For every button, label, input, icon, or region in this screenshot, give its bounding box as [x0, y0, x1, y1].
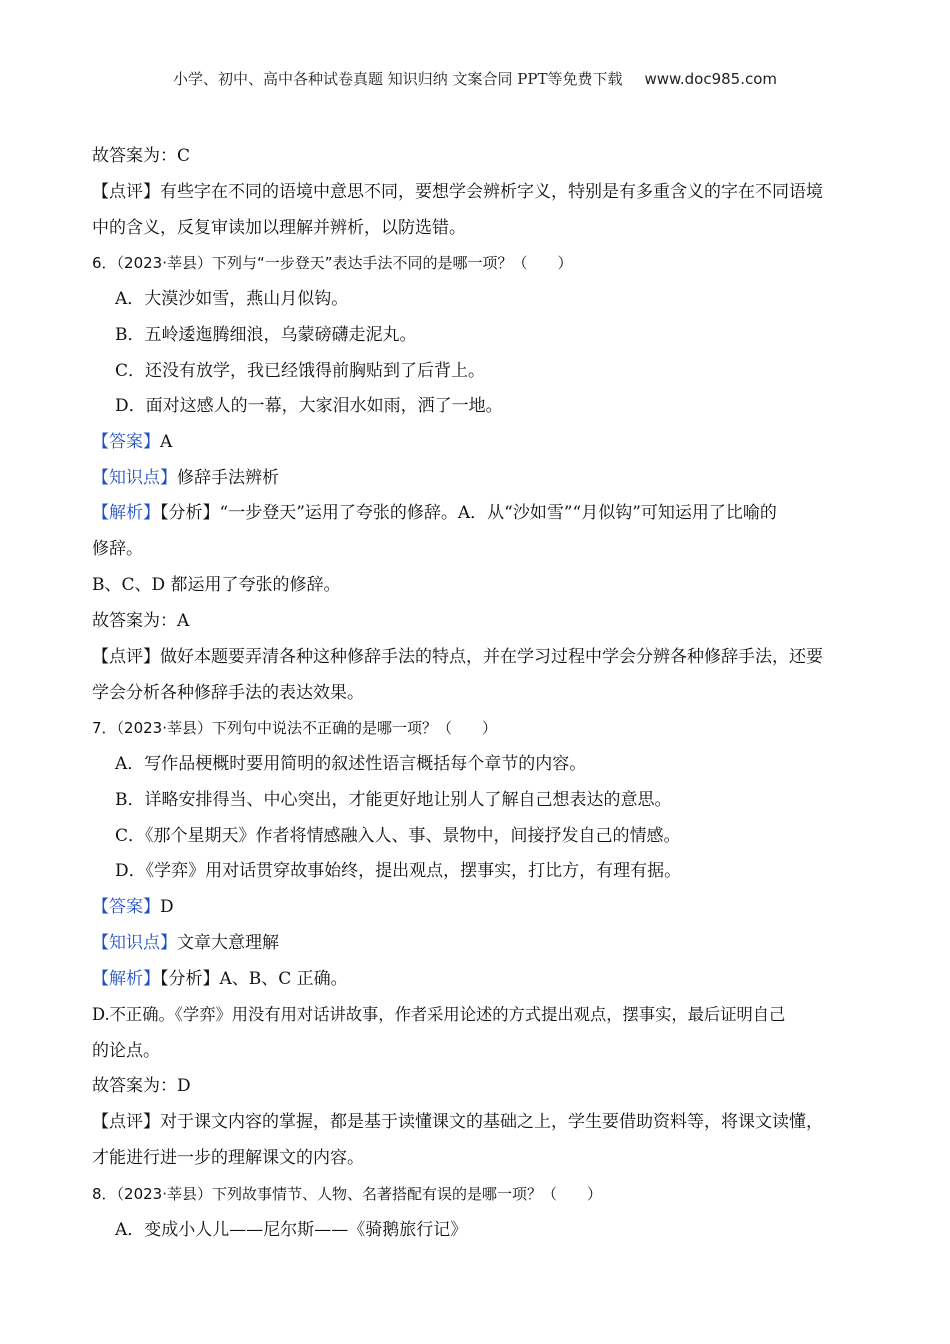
page-header [0, 68, 950, 89]
q7-comment: 【点评】对于课文内容的掌握，都是基于读懂课文的基础之上，学生要借助资料等，将课文读懂， [92, 1112, 823, 1132]
q6-answer: 【答案】A [92, 432, 173, 452]
q6-analysis-cont2: B、C、D 都运用了夸张的修辞。 [92, 575, 341, 595]
q8-question: 8．（2023·莘县）下列故事情节、人物、名著搭配有误的是哪一项？（ ） [92, 1185, 602, 1203]
knowledge-label: 【知识点】 [92, 468, 177, 488]
knowledge-label: 【知识点】 [92, 933, 177, 953]
analysis-label: 【解析】 [92, 503, 160, 523]
q6-question: 6．（2023·莘县）下列与“一步登天”表达手法不同的是哪一项？（ ） [92, 254, 573, 272]
q6-analysis-cont: 修辞。 [92, 539, 143, 559]
comment-label: 【点评】 [92, 647, 160, 667]
comment-label: 【点评】 [92, 1112, 160, 1132]
q7-question: 7．（2023·莘县）下列句中说法不正确的是哪一项？（ ） [92, 719, 497, 737]
q7-knowledge: 【知识点】文章大意理解 [92, 933, 279, 953]
q6-comment-cont: 学会分析各种修辞手法的表达效果。 [92, 683, 364, 703]
header-text: 小学、初中、高中各种试卷真题 知识归纳 文案合同 PPT等免费下载 [172, 70, 623, 88]
q8-option-a: A．变成小人儿——尼尔斯——《骑鹅旅行记》 [115, 1220, 468, 1240]
q7-comment-cont: 才能进行进一步的理解课文的内容。 [92, 1148, 364, 1168]
prev-final-answer: 故答案为：C [92, 146, 191, 166]
answer-label: 【答案】 [92, 432, 160, 452]
q6-option-c: C．还没有放学，我已经饿得前胸贴到了后背上。 [115, 361, 486, 381]
q7-option-a: A．写作品梗概时要用简明的叙述性语言概括每个章节的内容。 [115, 754, 587, 774]
q6-comment: 【点评】做好本题要弄清各种这种修辞手法的特点，并在学习过程中学会分辨各种修辞手法，还要 [92, 647, 823, 667]
q6-final-answer: 故答案为：A [92, 611, 190, 631]
prev-comment: 【点评】有些字在不同的语境中意思不同，要想学会辨析字义，特别是有多重含义的字在不同语境 [92, 182, 823, 202]
q7-option-c: C．《那个星期天》作者将情感融入人、事、景物中，间接抒发自己的情感。 [115, 826, 681, 846]
q7-answer: 【答案】D [92, 897, 174, 917]
q7-analysis: 【解析】【分析】A、B、C 正确。 [92, 969, 348, 989]
q7-option-b: B．详略安排得当、中心突出，才能更好地让别人了解自己想表达的意思。 [115, 790, 672, 810]
prev-comment-cont: 中的含义，反复审读加以理解并辨析，以防选错。 [92, 218, 466, 238]
analysis-label: 【解析】 [92, 969, 160, 989]
q6-option-b: B．五岭逶迤腾细浪，乌蒙磅礴走泥丸。 [115, 325, 417, 345]
answer-label: 【答案】 [92, 897, 160, 917]
q7-option-d: D．《学弈》用对话贯穿故事始终，提出观点，摆事实，打比方，有理有据。 [115, 861, 682, 881]
header-url[interactable]: www.doc985.com [644, 70, 778, 88]
q7-analysis-cont2: 的论点。 [92, 1041, 160, 1061]
q6-analysis: 【解析】【分析】“一步登天”运用了夸张的修辞。A．从“沙如雪”“月似钩”可知运用了比喻的 [92, 503, 777, 523]
q7-analysis-cont: D.不正确。《学弈》用没有用对话讲故事，作者采用论述的方式提出观点，摆事实，最后证明自己 [92, 1005, 786, 1024]
q6-option-a: A．大漠沙如雪，燕山月似钩。 [115, 289, 349, 309]
comment-label: 【点评】 [92, 182, 160, 202]
q6-knowledge: 【知识点】修辞手法辨析 [92, 468, 279, 488]
q6-option-d: D．面对这感人的一幕，大家泪水如雨，洒了一地。 [115, 396, 503, 416]
q7-final-answer: 故答案为：D [92, 1076, 191, 1096]
